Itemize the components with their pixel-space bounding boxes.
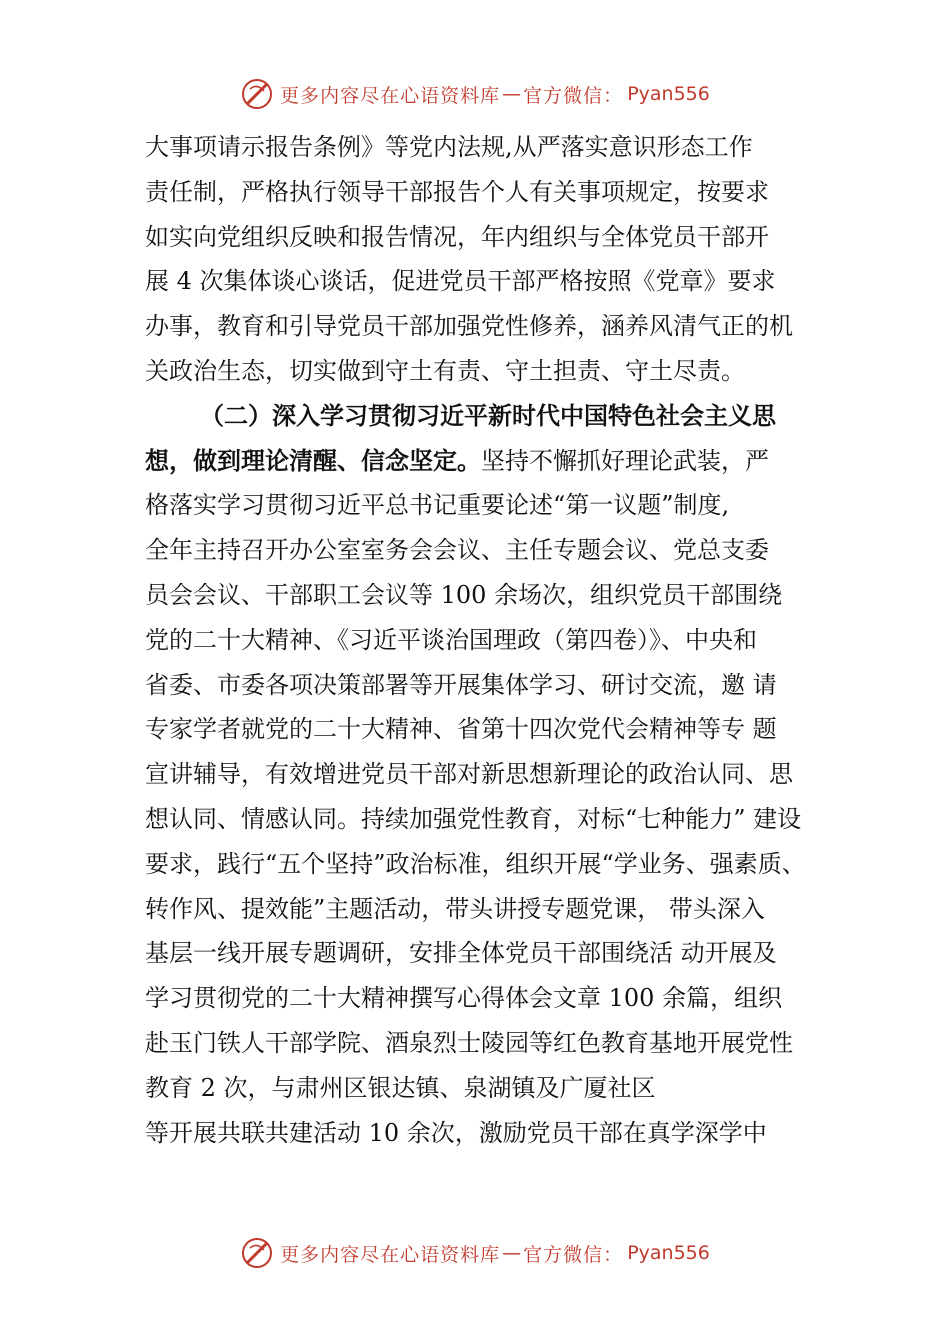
body-line: 格落实学习贯彻习近平总书记重要论述“第一议题”制度, (145, 491, 730, 520)
body-line: 党的二十大精神、《习近平谈治国理政（第四卷）》、中央和 (145, 625, 757, 654)
body-line: 学习贯彻党的二十大精神撰写心得体会文章 100 余篇，组织 (145, 984, 783, 1013)
footer-separator: — (502, 1242, 522, 1264)
body-line: 基层一线开展专题调研，安排全体党员干部围绕活 动开展及 (145, 939, 777, 968)
section-line (145, 439, 845, 484)
body-line: 专家学者就党的二十大精神、省第十四次党代会精神等专 题 (145, 715, 777, 744)
body-line: 全年主持召开办公室室务会会议、主任专题会议、党总支委 (145, 536, 769, 565)
document-body (145, 125, 845, 1155)
body-line: 大事项请示报告条例》等党内法规,从严落实意识形态工作 (145, 133, 753, 161)
header-wechat-label: 官方微信： (523, 84, 624, 107)
footer-watermark (0, 1233, 950, 1273)
body-line: 省委、市委各项决策部署等开展集体学习、研讨交流，邀 请 (145, 670, 777, 699)
pen-logo-icon (240, 77, 274, 111)
body-line: 教育 2 次，与肃州区银达镇、泉湖镇及广厦社区 (145, 1073, 656, 1102)
body-line: 等开展共联共建活动 10 余次，激励党员干部在真学深学中 (145, 1118, 767, 1147)
body-line: 责任制，严格执行领导干部报告个人有关事项规定，按要求 (145, 177, 769, 206)
section-heading-continued: 想，做到理论清醒、信念坚定。 (145, 446, 481, 475)
header-brand: 更多内容尽在心语资料库 (280, 84, 501, 107)
body-line: 关政治生态，切实做到守土有责、守土担责、守土尽责。 (145, 356, 745, 385)
body-line: 宣讲辅导，有效增进党员干部对新思想新理论的政治认同、思 (145, 760, 793, 789)
pen-logo-icon (240, 1236, 274, 1270)
footer-wechat-label: 官方微信： (523, 1243, 624, 1266)
footer-wechat-id: Pyan556 (627, 1242, 710, 1264)
section-line-text: 坚持不懈抓好理论武装，严 (481, 446, 769, 475)
header-wechat-id: Pyan556 (627, 83, 710, 105)
section-heading: （二）深入学习贯彻习近平新时代中国特色社会主义思 (200, 401, 776, 430)
header-separator: — (502, 83, 522, 105)
body-line: 赴玉门铁人干部学院、酒泉烈士陵园等红色教育基地开展党性 (145, 1028, 793, 1057)
header-watermark (0, 74, 950, 114)
body-line: 转作风、提效能”主题活动，带头讲授专题党课， 带头深入 (145, 894, 765, 923)
body-line: 如实向党组织反映和报告情况，年内组织与全体党员干部开 (145, 222, 769, 251)
footer-brand: 更多内容尽在心语资料库 (280, 1243, 501, 1266)
body-line: 办事，教育和引导党员干部加强党性修养，涵养风清气正的机 (145, 312, 793, 341)
body-line: 展 4 次集体谈心谈话，促进党员干部严格按照《党章》要求 (145, 267, 776, 296)
body-line: 想认同、情感认同。持续加强党性教育，对标“七种能力” 建设 (145, 804, 802, 833)
body-line: 要求，践行“五个坚持”政治标准，组织开展“学业务、强素质、 (145, 849, 806, 878)
body-line: 员会会议、干部职工会议等 100 余场次，组织党员干部围绕 (145, 580, 783, 609)
